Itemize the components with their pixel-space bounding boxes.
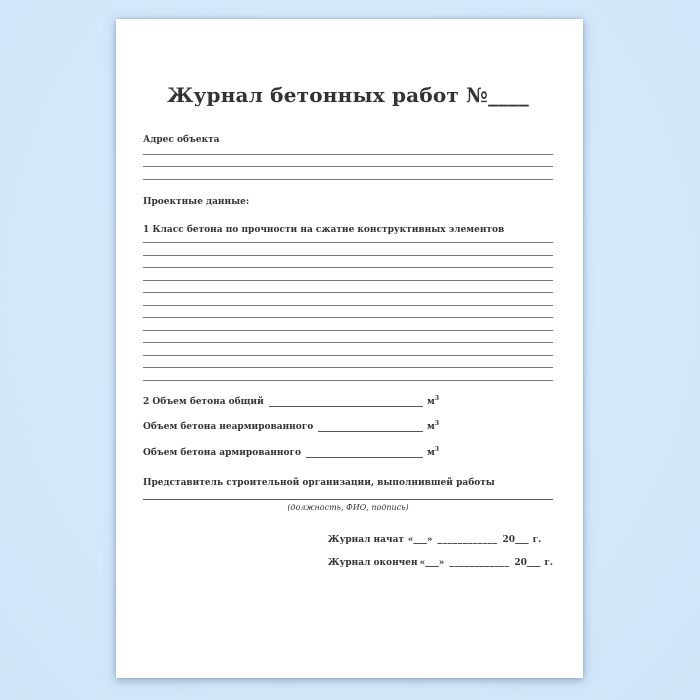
- concrete-class-blank-lines: [143, 231, 553, 381]
- journal-finished-month-blank: ____________: [449, 557, 510, 568]
- volume-unreinforced-blank: [318, 430, 423, 432]
- address-label: Адрес объекта: [143, 135, 220, 145]
- blank-line: [143, 256, 553, 269]
- unit-exponent: 3: [434, 445, 439, 453]
- journal-finished-row: [328, 557, 553, 569]
- journal-started-year-suffix: г.: [532, 534, 542, 545]
- volume-reinforced-row: [143, 445, 439, 459]
- signature-blank-line: [143, 489, 553, 500]
- journal-started-day-blank: «___»: [407, 534, 433, 545]
- blank-line: [143, 243, 553, 256]
- volume-reinforced-blank: [306, 456, 423, 458]
- blank-line: [143, 268, 553, 281]
- unit-base: м: [426, 396, 435, 407]
- unit-base: м: [426, 447, 435, 458]
- signature-hint: (должность, ФИО, подпись): [287, 502, 409, 512]
- blank-line: [143, 306, 553, 319]
- journal-started-month-blank: ____________: [437, 534, 498, 545]
- address-blank-lines: [143, 142, 553, 180]
- journal-finished-label: Журнал окончен: [327, 557, 418, 568]
- journal-finished-day-blank: «___»: [419, 557, 445, 568]
- journal-finished-year-blank: 20___: [514, 557, 541, 568]
- volume-unreinforced-label: Объем бетона неармированного: [143, 422, 314, 432]
- unit-exponent: 3: [434, 420, 439, 427]
- journal-started-year-blank: 20___: [502, 534, 529, 545]
- unit-exponent: 3: [434, 394, 439, 402]
- concrete-class-label: 1 Класс бетона по прочности на сжатие конструктивных элементов: [143, 224, 505, 235]
- unit-label: [427, 422, 439, 433]
- blank-line: [143, 318, 553, 331]
- document-content: [116, 83, 583, 700]
- volume-total-row: [143, 394, 439, 408]
- journal-dates-block: [328, 534, 553, 569]
- volume-unreinforced-row: [143, 422, 439, 433]
- unit-label: [426, 394, 439, 408]
- blank-line: [143, 343, 553, 356]
- volume-reinforced-label: Объем бетона армированного: [143, 447, 301, 458]
- blank-line: [143, 155, 553, 168]
- blank-line: [143, 167, 553, 180]
- volume-total-blank: [269, 405, 423, 407]
- journal-started-row: [328, 534, 553, 546]
- blank-line: [143, 281, 553, 294]
- blank-line: [143, 293, 553, 306]
- journal-started-label: Журнал начат: [327, 534, 404, 545]
- unit-base: м: [426, 422, 435, 432]
- blank-line: [143, 356, 553, 369]
- blank-line: [143, 368, 553, 381]
- document-page: [116, 19, 583, 678]
- document-title: Журнал бетонных работ №____: [167, 83, 529, 107]
- journal-finished-year-suffix: г.: [544, 557, 553, 568]
- unit-label: [426, 445, 439, 459]
- volume-total-label: 2 Объем бетона общий: [143, 396, 264, 407]
- representative-label: Представитель строительной организации, выполнившей работы: [143, 477, 495, 488]
- blank-line: [143, 331, 553, 344]
- project-data-heading: Проектные данные:: [143, 196, 250, 207]
